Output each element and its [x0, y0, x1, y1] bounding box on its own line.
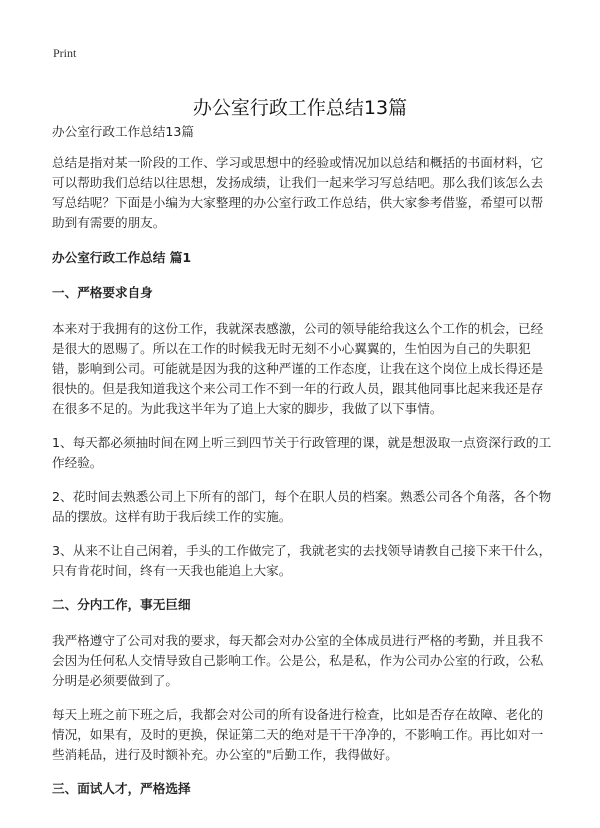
section-heading-1: 一、严格要求自身 [52, 285, 153, 300]
article-heading: 办公室行政工作总结 篇1 [52, 250, 192, 265]
section-1-paragraph-1: 本来对于我拥有的这份工作，我就深表感激，公司的领导能给我这么个工作的机会，已经是很大的恩赐了。所以在工作的时候我无时无刻不小心翼翼的，生怕因为自己的失职犯错，影响到公司。可能就是因为我的这种严谨的工作态度，让我在这个岗位上成长得还是很快的。但是我知道我这个来公司工作不到一年的行政人员，跟其他同事比起来我还是存在很多不足的。为此我这半年为了追上大家的脚步，我做了以下事情。 [52, 321, 544, 416]
section-2-paragraph-2: 每天上班之前下班之后，我都会对公司的所有设备进行检查，比如是否存在故障、老化的情况，如果有，及时的更换，保证第二天的绝对是干干净净的，不影响工作。再比如对一些消耗品，进行及时额补充。办公室的"后勤工作，我得做好。 [52, 707, 544, 762]
section-heading-2: 二、分内工作，事无巨细 [52, 597, 191, 612]
print-label[interactable]: Print [53, 46, 77, 60]
document-subtitle: 办公室行政工作总结13篇 [52, 124, 194, 139]
section-1-paragraph-4: 3、从来不让自己闲着，手头的工作做完了，我就老实的去找领导请教自己接下来干什么，只有肯花时间，终有一天我也能追上大家。 [52, 543, 552, 578]
intro-paragraph: 总结是指对某一阶段的工作、学习或思想中的经验或情况加以总结和概括的书面材料，它可以帮助我们总结以往思想，发扬成绩，让我们一起来学习写总结吧。那么我们该怎么去写总结呢？下面是小编为大家整理的办公室行政工作总结，供大家参考借鉴，希望可以帮助到有需要的朋友。 [52, 155, 544, 230]
section-1-paragraph-3: 2、花时间去熟悉公司上下所有的部门，每个在职人员的档案。熟悉公司各个角落，各个物品的摆放。这样有助于我后续工作的实施。 [52, 489, 552, 524]
section-heading-3: 三、面试人才，严格选择 [52, 781, 191, 796]
document-body [52, 122, 552, 815]
document-title: 办公室行政工作总结13篇 [192, 96, 408, 119]
section-2-paragraph-1: 我严格遵守了公司对我的要求，每天都会对办公室的全体成员进行严格的考勤，并且我不会因为任何私人交情导致自己影响工作。公是公，私是私，作为公司办公室的行政，公私分明是必须要做到了。 [52, 633, 544, 688]
section-1-paragraph-2: 1、每天都必须抽时间在网上听三到四节关于行政管理的课，就是想汲取一点资深行政的工作经验。 [52, 435, 552, 470]
